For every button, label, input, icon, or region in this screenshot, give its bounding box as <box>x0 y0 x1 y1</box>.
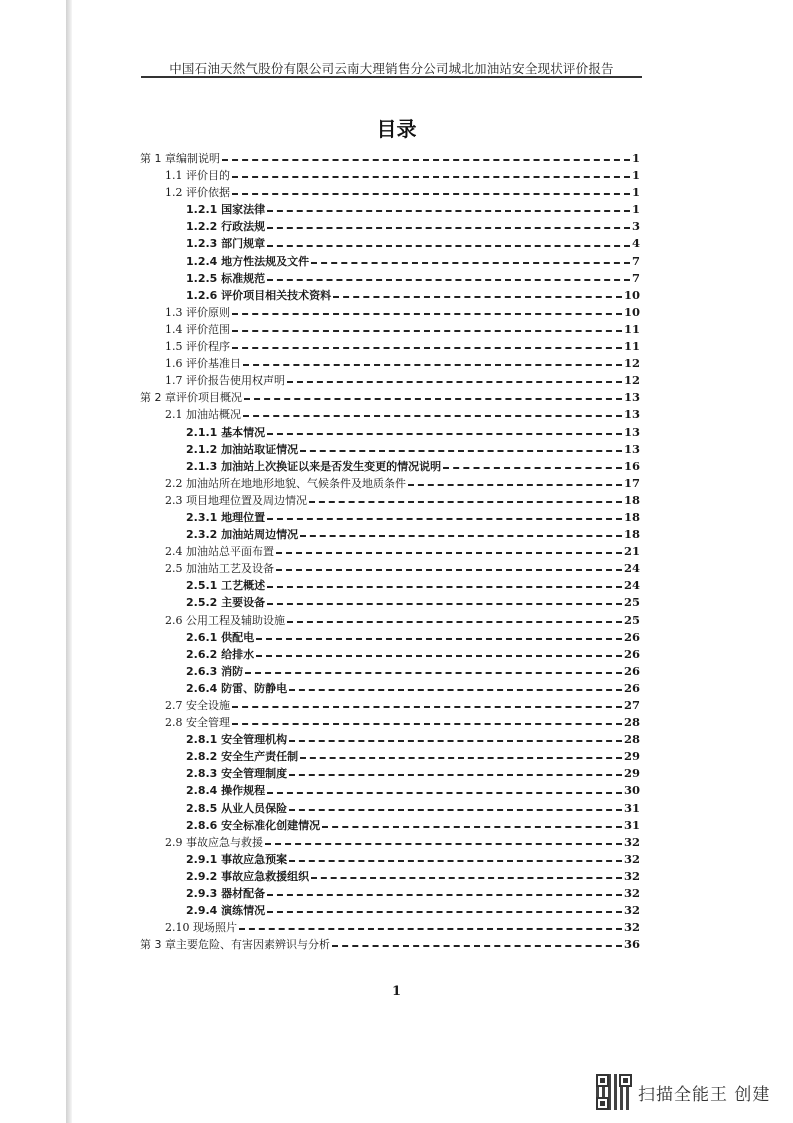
running-header: 中国石油天然气股份有限公司云南大理销售分公司城北加油站安全现状评价报告 <box>169 61 614 76</box>
toc-entry-label: 第 3 章主要危险、有害因素辨识与分析 <box>140 938 330 952</box>
toc-entry[interactable] <box>140 150 640 167</box>
toc-entry[interactable] <box>140 270 640 287</box>
toc-leader-dots <box>289 688 622 691</box>
toc-entry-label: 2.3.1 地理位置 <box>186 510 266 524</box>
toc-leader-dots <box>267 209 630 212</box>
toc-entry-label: 2.9.4 演练情况 <box>186 904 266 918</box>
toc-entry-page: 32 <box>623 834 640 849</box>
toc-entry-page: 11 <box>623 321 640 336</box>
toc-entry-page: 28 <box>623 732 640 747</box>
toc-leader-dots <box>300 534 622 537</box>
toc-entry-page: 10 <box>623 287 640 302</box>
toc-entry-page: 27 <box>623 698 640 712</box>
toc-entry-page: 17 <box>623 475 640 490</box>
toc-leader-dots <box>232 192 630 195</box>
toc-entry-label: 2.1.3 加油站上次换证以来是否发生变更的情况说明 <box>186 459 442 473</box>
toc-entry[interactable] <box>140 235 640 252</box>
toc-entry[interactable] <box>140 355 640 372</box>
toc-entry-label: 2.8.6 安全标准化创建情况 <box>186 818 321 832</box>
toc-entry[interactable] <box>140 885 640 902</box>
toc-leader-dots <box>265 842 622 845</box>
toc-entry-page: 18 <box>623 527 640 542</box>
toc-entry-label: 1.2.3 部门规章 <box>186 237 266 251</box>
toc-entry[interactable] <box>140 782 640 799</box>
toc-entry[interactable] <box>140 577 640 594</box>
toc-leader-dots <box>267 244 630 247</box>
toc-entry-label: 2.1.2 加油站取证情况 <box>186 442 299 456</box>
scan-page-edge <box>66 0 72 1123</box>
toc-entry-page: 29 <box>623 766 640 781</box>
toc-entry[interactable] <box>140 441 640 458</box>
toc-entry-page: 21 <box>623 544 640 559</box>
toc-entry-label: 1.2.6 评价项目相关技术资料 <box>186 288 332 302</box>
toc-entry-label: 2.7 安全设施 <box>165 699 230 712</box>
toc-entry-page: 32 <box>623 868 640 883</box>
toc-entry[interactable] <box>140 287 640 304</box>
toc-entry-page: 11 <box>623 339 640 354</box>
toc-entry-label: 2.5.1 工艺概述 <box>186 579 266 593</box>
toc-leader-dots <box>287 380 622 383</box>
toc-entry-page: 31 <box>623 800 640 815</box>
toc-entry-page: 26 <box>623 680 640 695</box>
toc-entry-page: 1 <box>631 151 640 165</box>
toc-entry-page: 12 <box>623 373 640 388</box>
toc-leader-dots <box>289 859 622 862</box>
toc-leader-dots <box>267 893 622 896</box>
toc-entry-page: 7 <box>631 253 640 268</box>
toc-leader-dots <box>232 346 622 349</box>
toc-entry-page: 24 <box>623 578 640 593</box>
toc-entry[interactable] <box>140 321 640 338</box>
toc-leader-dots <box>300 449 622 452</box>
toc-leader-dots <box>256 637 622 640</box>
toc-entry-label: 1.6 评价基准日 <box>165 357 241 371</box>
toc-entry-label: 2.9.2 事故应急救援组织 <box>186 869 310 883</box>
toc-entry[interactable] <box>140 714 640 731</box>
toc-leader-dots <box>267 432 622 435</box>
toc-entry-label: 2.9.1 事故应急预案 <box>186 852 288 866</box>
toc-entry[interactable] <box>140 543 640 560</box>
toc-entry-page: 29 <box>623 749 640 764</box>
toc-leader-dots <box>289 773 622 776</box>
toc-entry[interactable] <box>140 646 640 663</box>
toc-entry[interactable] <box>140 594 640 611</box>
toc-entry-label: 1.3 评价原则 <box>165 305 230 319</box>
toc-leader-dots <box>332 944 622 947</box>
toc-entry-label: 2.6 公用工程及辅助设施 <box>165 613 285 627</box>
toc-entry-label: 1.2.1 国家法律 <box>186 203 266 217</box>
toc-entry-label: 第 2 章评价项目概况 <box>140 391 242 405</box>
toc-entry-label: 第 1 章编制说明 <box>140 152 220 165</box>
page-number: 1 <box>391 984 402 999</box>
toc-entry-page: 13 <box>623 390 640 405</box>
toc-entry-label: 2.1.1 基本情况 <box>186 425 266 439</box>
toc-entry-label: 2.8.4 操作规程 <box>186 784 266 798</box>
toc-entry-label: 1.2.2 行政法规 <box>186 220 266 234</box>
toc-leader-dots <box>333 295 622 298</box>
toc-leader-dots <box>243 363 622 366</box>
toc-entry-page: 32 <box>623 920 640 935</box>
toc-entry[interactable] <box>140 902 640 919</box>
toc-leader-dots <box>322 825 622 828</box>
toc-entry[interactable] <box>140 560 640 577</box>
toc-entry-label: 1.5 评价程序 <box>165 340 230 354</box>
toc-entry-label: 2.3 项目地理位置及周边情况 <box>165 493 307 507</box>
toc-entry[interactable] <box>140 526 640 543</box>
toc-entry[interactable] <box>140 834 640 851</box>
toc-entry-label: 1.4 评价范围 <box>165 322 230 336</box>
toc-leader-dots <box>267 791 622 794</box>
toc-entry[interactable] <box>140 475 640 492</box>
toc-leader-dots <box>267 910 622 913</box>
toc-entry-label: 2.8.2 安全生产责任制 <box>186 750 299 764</box>
toc-entry-label: 1.1 评价目的 <box>165 169 230 183</box>
toc-entry-label: 1.2.4 地方性法规及文件 <box>186 254 310 268</box>
toc-leader-dots <box>243 414 622 417</box>
toc-entry[interactable] <box>140 936 640 953</box>
toc-leader-dots <box>232 705 622 708</box>
toc-leader-dots <box>267 226 630 229</box>
scanner-watermark <box>596 1072 770 1112</box>
toc-entry-label: 1.2 评价依据 <box>165 186 230 200</box>
toc-leader-dots <box>267 278 630 281</box>
toc-entry[interactable] <box>140 851 640 868</box>
toc-entry[interactable] <box>140 919 640 936</box>
toc-entry-page: 32 <box>623 851 640 866</box>
toc-entry[interactable] <box>140 765 640 782</box>
toc-entry-page: 1 <box>631 168 640 183</box>
toc-entry[interactable] <box>140 167 640 184</box>
toc-entry-page: 28 <box>623 715 640 730</box>
toc-entry[interactable] <box>140 748 640 765</box>
toc-entry[interactable] <box>140 731 640 748</box>
toc-entry-page: 26 <box>623 663 640 678</box>
toc-entry-label: 2.2 加油站所在地地形地貌、气候条件及地质条件 <box>165 476 406 490</box>
toc-entry-page: 26 <box>623 646 640 661</box>
toc-leader-dots <box>443 466 622 469</box>
toc-entry-label: 2.6.2 给排水 <box>186 647 255 661</box>
toc-leader-dots <box>287 620 622 623</box>
toc-entry-page: 1 <box>631 185 640 200</box>
toc-leader-dots <box>232 329 622 332</box>
toc-entry-page: 18 <box>623 492 640 507</box>
toc-entry[interactable] <box>140 663 640 680</box>
toc-entry-page: 3 <box>631 219 640 234</box>
toc-entry-label: 2.6.3 消防 <box>186 664 244 678</box>
toc-leader-dots <box>267 585 622 588</box>
toc-leader-dots <box>309 500 622 503</box>
toc-entry-page: 10 <box>623 304 640 319</box>
toc-entry[interactable] <box>140 424 640 441</box>
toc-leader-dots <box>256 654 622 657</box>
toc-leader-dots <box>232 175 630 178</box>
toc-entry-page: 4 <box>631 236 640 251</box>
qr-code-icon <box>596 1074 632 1110</box>
toc-leader-dots <box>311 261 630 264</box>
toc-entry-label: 2.8.5 从业人员保险 <box>186 801 288 815</box>
toc-entry[interactable] <box>140 817 640 834</box>
toc-entry[interactable] <box>140 184 640 201</box>
toc-entry-label: 2.5.2 主要设备 <box>186 596 266 610</box>
toc-entry[interactable] <box>140 389 640 406</box>
toc-entry[interactable] <box>140 338 640 355</box>
toc-entry-label: 2.8.3 安全管理制度 <box>186 767 288 781</box>
toc-leader-dots <box>244 397 622 400</box>
toc-entry[interactable] <box>140 800 640 817</box>
toc-entry[interactable] <box>140 868 640 885</box>
toc-entry-page: 16 <box>623 458 640 473</box>
toc-leader-dots <box>245 671 622 674</box>
toc-title: 目录 <box>376 117 417 141</box>
toc-entry[interactable] <box>140 492 640 509</box>
toc-leader-dots <box>267 517 622 520</box>
toc-entry-page: 13 <box>623 424 640 439</box>
toc-entry-label: 2.3.2 加油站周边情况 <box>186 528 299 542</box>
toc-entry-page: 7 <box>631 270 640 285</box>
toc-entry-label: 2.9.3 器材配备 <box>186 887 266 901</box>
toc-entry[interactable] <box>140 629 640 646</box>
toc-entry-label: 2.8 安全管理 <box>165 716 230 730</box>
toc-leader-dots <box>239 927 622 930</box>
toc-leader-dots <box>289 808 622 811</box>
toc-entry-label: 2.5 加油站工艺及设备 <box>165 562 274 576</box>
toc-entry-label: 2.10 现场照片 <box>165 921 237 935</box>
toc-entry[interactable] <box>140 612 640 629</box>
toc-entry-page: 1 <box>631 202 640 217</box>
toc-leader-dots <box>222 158 630 161</box>
toc-entry-label: 2.6.4 防雷、防静电 <box>186 681 288 695</box>
toc-entry[interactable] <box>140 406 640 423</box>
toc-entry[interactable] <box>140 253 640 270</box>
toc-entry-page: 13 <box>623 407 640 422</box>
toc-entry[interactable] <box>140 509 640 526</box>
toc-entry-label: 1.7 评价报告使用权声明 <box>165 374 285 388</box>
toc-entry-label: 2.6.1 供配电 <box>186 630 255 644</box>
toc-entry[interactable] <box>140 218 640 235</box>
toc-leader-dots <box>300 756 622 759</box>
toc-entry-page: 25 <box>623 595 640 610</box>
toc-leader-dots <box>232 722 622 725</box>
watermark-text: 扫描全能王 创建 <box>638 1084 771 1105</box>
toc-entry-label: 1.2.5 标准规范 <box>186 271 266 285</box>
toc-leader-dots <box>276 568 622 571</box>
toc-entry[interactable] <box>140 458 640 475</box>
toc-entry-label: 2.9 事故应急与救援 <box>165 835 263 849</box>
toc-entry[interactable] <box>140 372 640 389</box>
toc-entry-label: 2.8.1 安全管理机构 <box>186 733 288 747</box>
toc-entry-page: 12 <box>623 356 640 371</box>
toc-leader-dots <box>408 483 622 486</box>
toc-entry[interactable] <box>140 697 640 714</box>
toc-entry-page: 18 <box>623 509 640 524</box>
toc-leader-dots <box>232 312 622 315</box>
header-rule <box>141 76 642 78</box>
toc-entry-label: 2.4 加油站总平面布置 <box>165 545 274 559</box>
table-of-contents <box>140 150 640 953</box>
toc-leader-dots <box>311 876 622 879</box>
toc-entry-page: 24 <box>623 561 640 576</box>
toc-entry-page: 26 <box>623 629 640 644</box>
toc-entry-page: 32 <box>623 886 640 901</box>
toc-entry-label: 2.1 加油站概况 <box>165 408 241 422</box>
toc-entry-page: 31 <box>623 817 640 832</box>
toc-entry-page: 32 <box>623 903 640 918</box>
toc-entry-page: 36 <box>623 937 640 952</box>
toc-leader-dots <box>276 551 622 554</box>
toc-leader-dots <box>289 739 622 742</box>
toc-leader-dots <box>267 602 622 605</box>
toc-entry-page: 25 <box>623 612 640 627</box>
toc-entry[interactable] <box>140 304 640 321</box>
toc-entry[interactable] <box>140 201 640 218</box>
toc-entry[interactable] <box>140 680 640 697</box>
toc-entry-page: 13 <box>623 441 640 456</box>
toc-entry-page: 30 <box>623 783 640 798</box>
